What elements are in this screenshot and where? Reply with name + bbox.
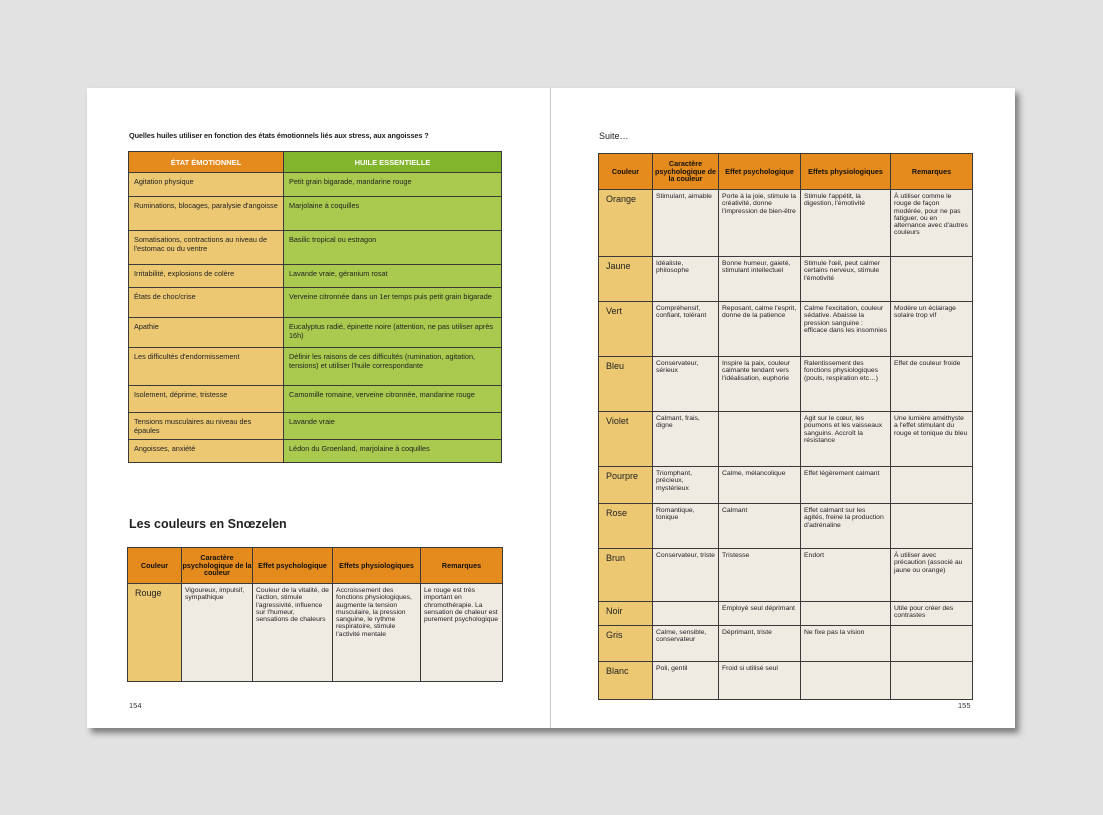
remarks-cell: À utiliser avec précaution (associé au jaune ou orange) [891,549,973,602]
remarks-cell [891,626,973,662]
psych-effect-cell: Calme, mélancolique [719,467,801,504]
character-cell: Conservateur, triste [653,549,719,602]
header-character: Caractère psychologique de la couleur [653,154,719,190]
psych-effect-cell: Déprimant, triste [719,626,801,662]
essential-oil-cell: Petit grain bigarade, mandarine rouge [284,173,502,197]
emotions-table [128,151,502,463]
emotion-row [129,386,502,413]
remarks-cell: À utiliser comme le rouge de façon modérée, pour ne pas fatiguer, ou en alternance avec d'autres couleurs [891,190,973,257]
essential-oil-cell: Basilic tropical ou estragon [284,231,502,265]
essential-oil-cell: Lédon du Groenland, marjolaine à coquilles [284,440,502,463]
character-cell: Vigoureux, impulsif, sympathique [182,584,253,682]
character-cell [653,602,719,626]
color-row [128,584,503,682]
color-name-cell: Jaune [599,257,653,302]
physio-effect-cell: Stimule l'appétit, la digestion, l'émotivité [801,190,891,257]
physio-effect-cell: Ralentissement des fonctions physiologiques (pouls, respiration etc…) [801,357,891,412]
color-row [599,662,973,700]
character-cell: Calme, sensible, conservateur [653,626,719,662]
emotion-state-cell: Somatisations, contractions au niveau de l'estomac ou du ventre [129,231,284,265]
color-name-cell: Rose [599,504,653,549]
psych-effect-cell: Porte à la joie, stimule la créativité, donne l'impression de bien-être [719,190,801,257]
header-character: Caractère psychologique de la couleur [182,548,253,584]
right-colors-table [598,153,973,700]
psych-effect-cell [719,412,801,467]
character-cell: Idéaliste, philosophe [653,257,719,302]
color-row [599,190,973,257]
color-name-cell: Vert [599,302,653,357]
emotion-row [129,348,502,386]
remarks-cell [891,257,973,302]
remarks-cell: Modère un éclairage solaire trop vif [891,302,973,357]
color-row [599,412,973,467]
header-physio-effect: Effets physiologiques [801,154,891,190]
essential-oil-cell: Verveine citronnée dans un 1er temps puis petit grain bigarade [284,288,502,318]
physio-effect-cell: Endort [801,549,891,602]
physio-effect-cell: Effet légèrement calmant [801,467,891,504]
color-name-cell: Blanc [599,662,653,700]
emotion-state-cell: Agitation physique [129,173,284,197]
header-physio-effect: Effets physiologiques [333,548,421,584]
character-cell: Compréhensif, confiant, tolérant [653,302,719,357]
psych-effect-cell: Inspire la paix, couleur calmante tendant vers l'idéalisation, euphorie [719,357,801,412]
essential-oil-cell: Lavande vraie [284,413,502,440]
emotion-row [129,173,502,197]
emotion-row [129,413,502,440]
emotion-row [129,265,502,288]
color-row [599,467,973,504]
left-colors-body [128,584,503,682]
remarks-cell [891,504,973,549]
emotion-state-cell: Isolement, déprime, tristesse [129,386,284,413]
left-page [87,88,551,728]
color-name-cell: Rouge [128,584,182,682]
character-cell: Triomphant, précieux, mystérieux [653,467,719,504]
emotion-state-cell: Irritabilité, explosions de colère [129,265,284,288]
physio-effect-cell: Ne fixe pas la vision [801,626,891,662]
color-row [599,257,973,302]
psych-effect-cell: Reposant, calme l'esprit, donne de la patience [719,302,801,357]
psych-effect-cell: Bonne humeur, gaieté, stimulant intellectuel [719,257,801,302]
emotion-state-cell: Apathie [129,318,284,348]
psych-effect-cell: Froid si utilisé seul [719,662,801,700]
emotion-state-cell: Ruminations, blocages, paralysie d'angoisse [129,197,284,231]
remarks-cell: Effet de couleur froide [891,357,973,412]
remarks-cell [891,662,973,700]
color-name-cell: Violet [599,412,653,467]
essential-oil-cell: Camomille romaine, verveine citronnée, mandarine rouge [284,386,502,413]
remarks-cell [891,467,973,504]
open-book [87,88,1015,728]
physio-effect-cell: Effet calmant sur les agités, freine la production d'adrénaline [801,504,891,549]
remarks-cell: Utile pour créer des contrastes [891,602,973,626]
color-row [599,549,973,602]
character-cell: Romantique, tonique [653,504,719,549]
emotion-row [129,318,502,348]
header-etat: ÉTAT ÉMOTIONNEL [129,152,284,173]
header-remarks: Remarques [421,548,503,584]
question-heading: Quelles huiles utiliser en fonction des états émotionnels liés aux stress, aux angoisses ? [129,131,429,140]
emotion-row [129,231,502,265]
emotion-state-cell: Tensions musculaires au niveau des épaules [129,413,284,440]
emotion-state-cell: Angoisses, anxiété [129,440,284,463]
emotion-row [129,440,502,463]
emotions-table-body [129,173,502,463]
emotion-state-cell: États de choc/crise [129,288,284,318]
emotion-state-cell: Les difficultés d'endormissement [129,348,284,386]
physio-effect-cell: Calme l'excitation, couleur sédative. Abaisse la pression sanguine : efficace dans les insomnies [801,302,891,357]
color-row [599,504,973,549]
header-psych-effect: Effet psychologique [719,154,801,190]
color-name-cell: Noir [599,602,653,626]
character-cell: Stimulant, aimable [653,190,719,257]
character-cell: Poli, gentil [653,662,719,700]
color-name-cell: Brun [599,549,653,602]
section-title: Les couleurs en Snœzelen [129,517,287,531]
character-cell: Calmant, frais, digne [653,412,719,467]
physio-effect-cell [801,602,891,626]
remarks-cell: Le rouge est très important en chromothérapie. La sensation de chaleur est purement psychologique [421,584,503,682]
header-color-name: Couleur [128,548,182,584]
left-colors-header [128,548,503,584]
character-cell: Conservateur, sérieux [653,357,719,412]
suite-heading: Suite… [599,131,629,141]
page-number-left: 154 [129,701,142,710]
emotion-row [129,288,502,318]
header-remarks: Remarques [891,154,973,190]
emotions-table-header [129,152,502,173]
header-color-name: Couleur [599,154,653,190]
color-name-cell: Bleu [599,357,653,412]
color-row [599,626,973,662]
header-psych-effect: Effet psychologique [253,548,333,584]
color-row [599,357,973,412]
color-row [599,302,973,357]
color-name-cell: Orange [599,190,653,257]
color-name-cell: Gris [599,626,653,662]
physio-effect-cell: Accroissement des fonctions physiologiques, augmente la tension musculaire, la pression sanguine, le rythme respiratoire, stimule l'activité mentale [333,584,421,682]
essential-oil-cell: Définir les raisons de ces difficultés (rumination, agitation, tensions) et utiliser l'huile correspondante [284,348,502,386]
psych-effect-cell: Calmant [719,504,801,549]
physio-effect-cell: Agit sur le cœur, les poumons et les vaisseaux sanguins. Accroît la résistance [801,412,891,467]
emotion-row [129,197,502,231]
page-number-right: 155 [958,701,971,710]
right-colors-header [599,154,973,190]
header-huile: HUILE ESSENTIELLE [284,152,502,173]
left-colors-table [127,547,503,682]
physio-effect-cell [801,662,891,700]
right-page [551,88,1015,728]
essential-oil-cell: Lavande vraie, géranium rosat [284,265,502,288]
psych-effect-cell: Couleur de la vitalité, de l'action, stimule l'agressivité, influence sur l'humeur, sensations de chaleurs [253,584,333,682]
essential-oil-cell: Marjolaine à coquilles [284,197,502,231]
psych-effect-cell: Tristesse [719,549,801,602]
essential-oil-cell: Eucalyptus radié, épinette noire (attention, ne pas utiliser après 16h) [284,318,502,348]
remarks-cell: Une lumière améthyste a l'effet stimulant du rouge et tonique du bleu [891,412,973,467]
color-name-cell: Pourpre [599,467,653,504]
color-row [599,602,973,626]
right-colors-body [599,190,973,700]
psych-effect-cell: Employé seul déprimant [719,602,801,626]
physio-effect-cell: Stimule l'œil, peut calmer certains nerveux, stimule l'émotivité [801,257,891,302]
